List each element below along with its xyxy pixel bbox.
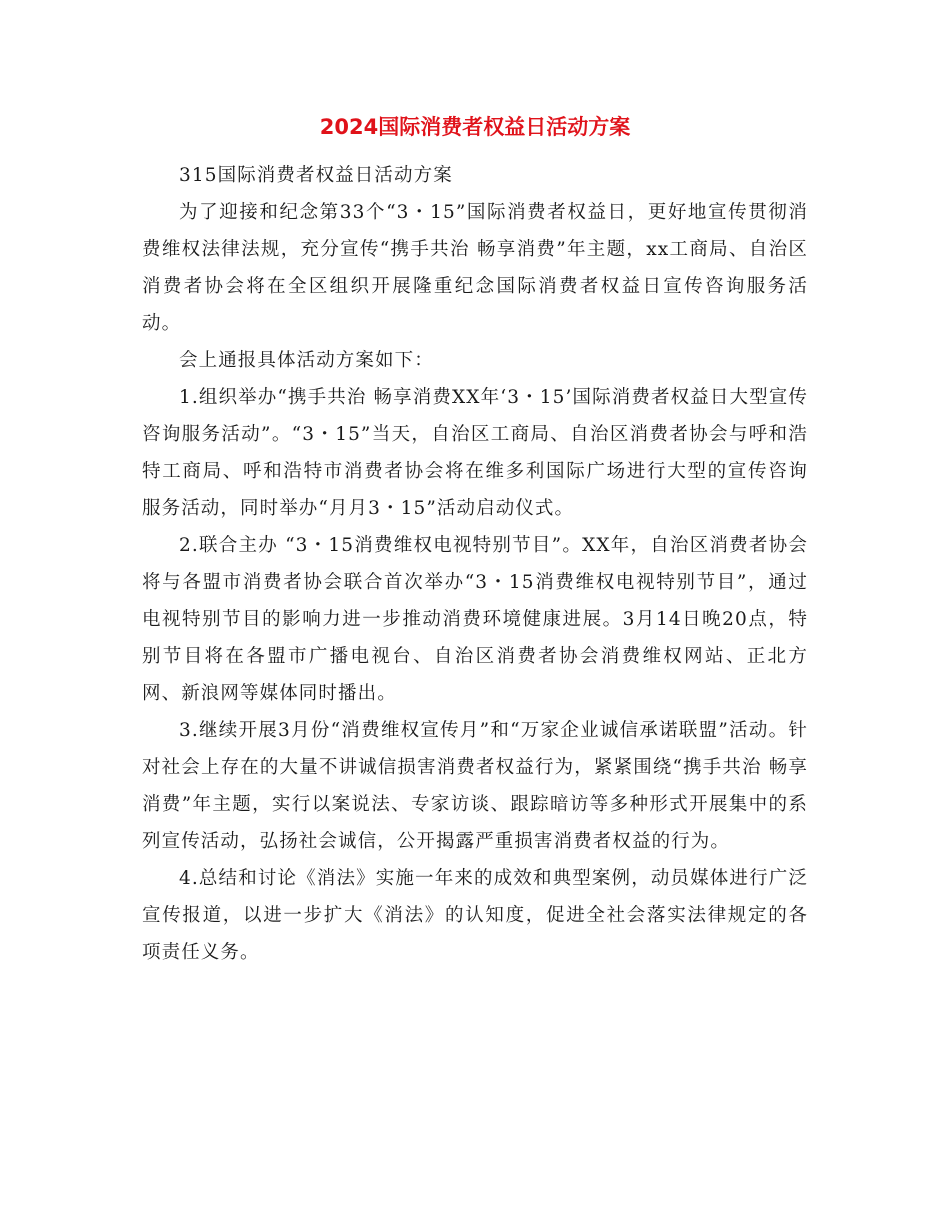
item-1-paragraph: 1.组织举办“携手共治 畅享消费XX年‘3・15’国际消费者权益日大型宣传咨询服务活动”。“3・15”当天，自治区工商局、自治区消费者协会与呼和浩特工商局、呼和浩特市消费者协会将在维多利国际广场进行大型的宣传咨询服务活动，同时举办“月月3・15”活动启动仪式。 xyxy=(142,387,808,519)
document-title: 2024国际消费者权益日活动方案 xyxy=(319,115,631,139)
doc-subtitle-paragraph: 315国际消费者权益日活动方案 xyxy=(179,165,453,186)
item-2-paragraph: 2.联合主办 “3・15消费维权电视特别节目”。XX年，自治区消费者协会将与各盟市消费者协会联合首次举办“3・15消费维权电视特别节目”，通过电视特别节目的影响力进一步推动消费环境健康进展。3月14日晚20点，特别节目将在各盟市广播电视台、自治区消费者协会消费维权网站、正北方网、新浪网等媒体同时播出。 xyxy=(142,535,808,704)
document-body xyxy=(142,157,808,971)
plan-lead-paragraph: 会上通报具体活动方案如下： xyxy=(179,350,434,371)
intro-paragraph: 为了迎接和纪念第33个“3・15”国际消费者权益日，更好地宣传贯彻消费维权法律法规，充分宣传“携手共治 畅享消费”年主题，xx工商局、自治区消费者协会将在全区组织开展隆重纪念国际消费者权益日宣传咨询服务活动。 xyxy=(142,202,808,334)
item-4-paragraph: 4.总结和讨论《消法》实施一年来的成效和典型案例，动员媒体进行广泛宣传报道，以进一步扩大《消法》的认知度，促进全社会落实法律规定的各项责任义务。 xyxy=(142,868,808,963)
item-3-paragraph: 3.继续开展3月份“消费维权宣传月”和“万家企业诚信承诺联盟”活动。针对社会上存在的大量不讲诚信损害消费者权益行为，紧紧围绕“携手共治 畅享消费”年主题，实行以案说法、专家访谈、跟踪暗访等多种形式开展集中的系列宣传活动，弘扬社会诚信，公开揭露严重损害消费者权益的行为。 xyxy=(142,720,808,852)
